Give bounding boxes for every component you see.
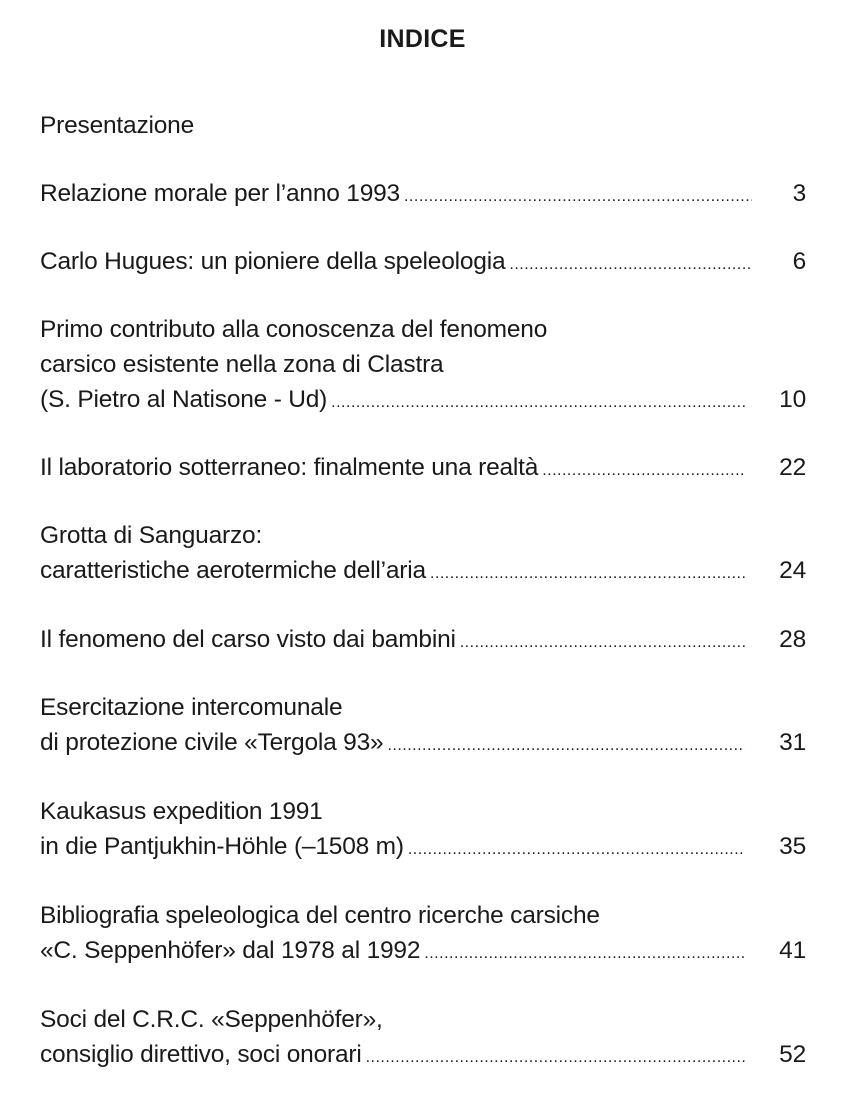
dot-leader (404, 179, 752, 214)
toc-entry-title-line: «C. Seppenhöfer» dal 1978 al 1992 (40, 937, 421, 964)
toc-entry-title-line: caratteristiche aerotermiche dell’aria (40, 557, 426, 584)
toc-entry-row (40, 829, 806, 867)
toc-entry (40, 244, 806, 282)
toc-entry-title-line: Primo contributo alla conoscenza del fenomeno (40, 316, 548, 343)
toc-entry-title-line: di protezione civile «Tergola 93» (40, 729, 384, 756)
dot-leader (331, 385, 745, 420)
toc-entry-title-line: (S. Pietro al Natisone - Ud) (40, 386, 328, 413)
toc-entry-row (40, 553, 806, 591)
toc-entry-title-line: Soci del C.R.C. «Seppenhöfer», (40, 1006, 383, 1033)
dot-leader (430, 556, 745, 591)
toc-entry-title-line: Il laboratorio sotterraneo: finalmente una realtà (40, 454, 539, 481)
toc-entry-row (40, 933, 806, 971)
toc-entry (40, 794, 806, 867)
page-title: INDICE (379, 25, 466, 53)
toc-entry-title-line: consiglio direttivo, soci onorari (40, 1041, 362, 1068)
toc-entry-title-line: Presentazione (40, 112, 195, 139)
toc-entry (40, 518, 806, 591)
toc-entry-row (40, 725, 806, 763)
toc-entry-row (40, 622, 806, 660)
toc-page-number: 3 (792, 180, 806, 207)
toc-entry (40, 108, 806, 143)
toc-entry (40, 1002, 806, 1075)
toc-page-number: 52 (779, 1041, 806, 1068)
toc-page-number: 41 (779, 937, 806, 964)
toc-page-number: 24 (779, 557, 806, 584)
toc-entry-title-line: Relazione morale per l’anno 1993 (40, 180, 400, 207)
toc-entry-row (40, 244, 806, 282)
dot-leader (460, 625, 745, 660)
toc-page-number: 31 (779, 729, 806, 756)
toc-page-number: 28 (779, 626, 806, 653)
dot-leader (424, 936, 745, 971)
toc-entry (40, 312, 806, 420)
dot-leader (509, 247, 752, 282)
toc-entry-row (40, 108, 806, 143)
toc-entry (40, 176, 806, 214)
toc-entry-title-line: Bibliografia speleologica del centro ricerche carsiche (40, 902, 600, 929)
toc-entry-row (40, 382, 806, 420)
toc-page-number: 35 (779, 833, 806, 860)
dot-leader (408, 832, 745, 867)
dot-leader (366, 1040, 746, 1075)
toc-page-number: 10 (779, 386, 806, 413)
dot-leader (542, 453, 745, 488)
toc-page-number: 22 (779, 454, 806, 481)
toc-entry-title-line: Esercitazione intercomunale (40, 694, 343, 721)
toc-entry-row (40, 1037, 806, 1075)
toc-entry-title-line: in die Pantjukhin-Höhle (–1508 m) (40, 833, 404, 860)
toc-entry-title-line: Kaukasus expedition 1991 (40, 798, 323, 825)
dot-leader (387, 728, 745, 763)
toc-entry (40, 450, 806, 488)
toc-entry (40, 622, 806, 660)
toc-entry-row (40, 450, 806, 488)
toc-entry-title-line: Il fenomeno del carso visto dai bambini (40, 626, 456, 653)
toc-page-number: 6 (792, 248, 806, 275)
toc-entry (40, 690, 806, 763)
toc-entry-title-line: Grotta di Sanguarzo: (40, 522, 263, 549)
toc-entry-title-line: carsico esistente nella zona di Clastra (40, 351, 444, 378)
toc-entry (40, 898, 806, 971)
toc-entry-title-line: Carlo Hugues: un pioniere della speleologia (40, 248, 506, 275)
toc-entry-row (40, 176, 806, 214)
